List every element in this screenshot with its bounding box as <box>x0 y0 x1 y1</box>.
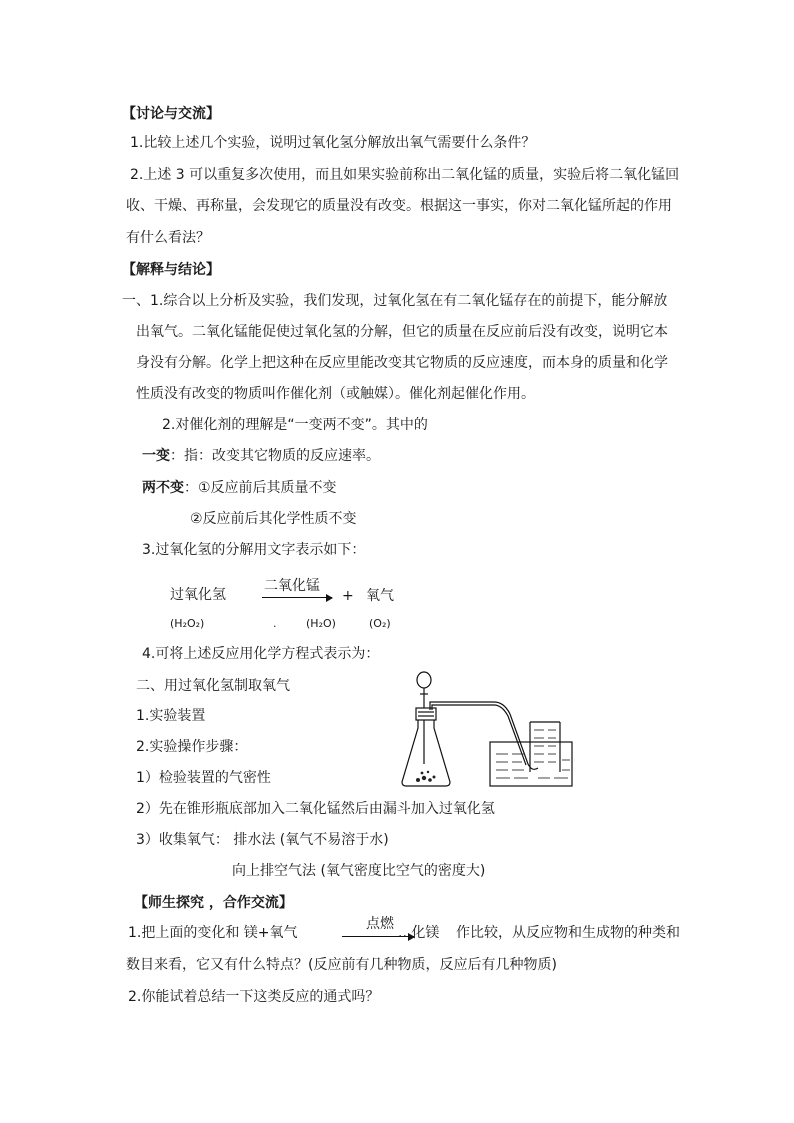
procedure-step-2: 2）先在锥形瓶底部加入二氧化锰然后由漏斗加入过氧化氢 <box>136 801 495 817</box>
explanation-heading: 【解释与结论】 <box>122 262 220 278</box>
reactant-name: 过氧化氢 <box>170 587 226 603</box>
explanation-p3: 3.过氧化氢的分解用文字表示如下： <box>142 542 366 558</box>
procedure-step-1: 1）检验装置的气密性 <box>136 770 271 786</box>
inquiry-question-1-product: ...化镁 <box>398 925 440 941</box>
reaction-arrow <box>262 597 332 598</box>
two-unchanged-item-1: ：①反应前后其质量不变 <box>184 480 337 496</box>
product-oxygen-formula: (O₂) <box>369 617 391 630</box>
one-change-label: 一变 <box>142 448 170 464</box>
catalyst-label: 二氧化锰 <box>264 578 320 594</box>
discussion-question-2-line-3: 有什么看法？ <box>126 230 210 246</box>
inquiry-question-1-prefix: 1.把上面的变化和 镁+氧气 <box>128 925 298 941</box>
ignite-condition: 点燃 <box>366 916 394 932</box>
two-unchanged-label: 两不变 <box>142 480 184 496</box>
discussion-question-2-line-1: 2.上述 3 可以重复多次使用，而且如果实验前称出二氧化锰的质量，实验后将二氧化锰回 <box>130 167 680 183</box>
procedure-step-3b: 向上排空气法 (氧气密度比空气的密度大) <box>232 863 486 879</box>
two-unchanged-item-2: ②反应前后其化学性质不变 <box>190 511 357 527</box>
one-change-line <box>142 446 380 466</box>
procedure-step-3: 3）收集氧气： 排水法 (氧气不易溶于水) <box>136 832 389 848</box>
discussion-heading: 【讨论与交流】 <box>122 106 220 122</box>
explanation-p2: 2.对催化剂的理解是“一变两不变”。其中的 <box>162 417 428 433</box>
stray-dot: . <box>273 617 277 630</box>
reactant-formula: (H₂O₂) <box>170 617 205 630</box>
inquiry-question-1-suffix: 作比较，从反应物和生成物的种类和 <box>456 925 680 941</box>
one-change-text: ：指：改变其它物质的反应速率。 <box>170 448 380 464</box>
discussion-question-2-line-2: 收、干燥、再称量，会发现它的质量没有改变。根据这一事实，你对二氧化锰所起的作用 <box>126 198 672 214</box>
oxygen-generation-apparatus-illustration <box>398 664 576 792</box>
inquiry-question-1-line-2: 数目来看，它又有什么特点？(反应前有几种物质，反应后有几种物质) <box>126 957 557 973</box>
step-apparatus: 1.实验装置 <box>136 708 206 724</box>
explanation-p1-line-1: 一、1.综合以上分析及实验，我们发现，过氧化氢在有二氧化锰存在的前提下，能分解放 <box>122 293 668 309</box>
section-2-title: 二、用过氧化氢制取氧气 <box>136 678 290 694</box>
explanation-p4: 4.可将上述反应用化学方程式表示为： <box>142 646 380 662</box>
product-water-formula: (H₂O) <box>306 617 336 630</box>
two-unchanged-line <box>142 478 337 498</box>
inquiry-question-2: 2.你能试着总结一下这类反应的通式吗？ <box>128 989 380 1005</box>
explanation-p1-line-4: 性质没有改变的物质叫作催化剂（或触媒）。催化剂起催化作用。 <box>136 386 535 402</box>
plus-sign: + <box>342 588 354 604</box>
explanation-p1-line-2: 出氧气。二氧化锰能促使过氧化氢的分解，但它的质量在反应前后没有改变，说明它本 <box>136 324 668 340</box>
inquiry-heading: 【师生探究 ，合作交流】 <box>134 895 293 911</box>
step-procedure: 2.实验操作步骤： <box>136 739 248 755</box>
product-oxygen-name: 氧气 <box>366 588 394 604</box>
explanation-p1-line-3: 身没有分解。化学上把这种在反应里能改变其它物质的反应速度，而本身的质量和化学 <box>136 355 668 371</box>
discussion-question-1: 1.比较上述几个实验，说明过氧化氢分解放出氧气需要什么条件？ <box>130 135 536 151</box>
